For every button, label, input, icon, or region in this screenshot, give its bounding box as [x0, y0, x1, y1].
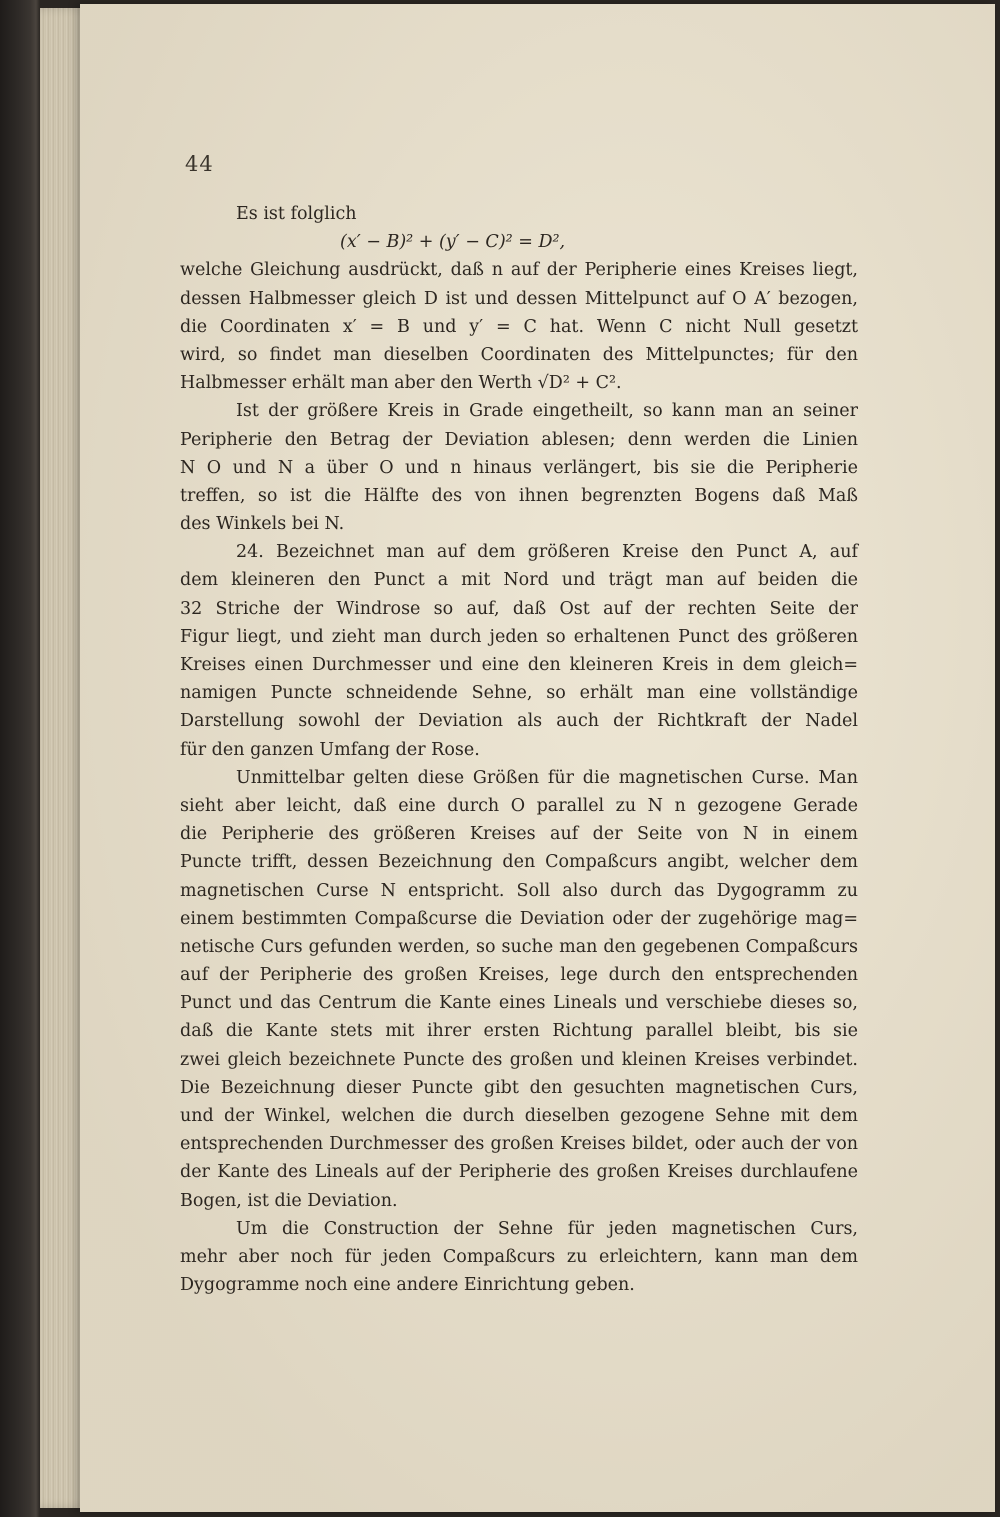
text-line: (x′ − B)² + (y′ − C)² = D²,: [340, 232, 566, 253]
text-line: Halbmesser erhält man aber den Werth √D² + C².: [180, 373, 622, 394]
text-line: dem kleineren den Punct a mit Nord und trägt man auf beiden die: [180, 570, 858, 591]
text-line: einem bestimmten Compaßcurse die Deviation oder der zugehörige mag=: [180, 908, 858, 929]
text-line: magnetischen Curse N entspricht. Soll also durch das Dygogramm zu: [180, 880, 858, 901]
text-line: welche Gleichung ausdrückt, daß n auf der Peripherie eines Kreises liegt,: [180, 260, 858, 281]
text-line: des Winkels bei N.: [180, 514, 345, 535]
text-line: für den ganzen Umfang der Rose.: [180, 739, 480, 760]
text-line: 32 Striche der Windrose so auf, daß Ost auf der rechten Seite der: [180, 598, 858, 619]
text-line: daß die Kante stets mit ihrer ersten Richtung parallel bleibt, bis sie: [180, 1021, 858, 1042]
text-line: mehr aber noch für jeden Compaßcurs zu erleichtern, kann man dem: [180, 1246, 858, 1267]
text-line: namigen Puncte schneidende Sehne, so erhält man eine vollständige: [180, 683, 858, 704]
text-line: sieht aber leicht, daß eine durch O parallel zu N n gezogene Gerade: [180, 795, 858, 816]
text-line: Punct und das Centrum die Kante eines Lineals und verschiebe dieses so,: [180, 993, 858, 1014]
text-line: und der Winkel, welchen die durch dieselben gezogene Sehne mit dem: [180, 1106, 858, 1126]
text-line: Es ist folglich: [236, 204, 357, 224]
text-line: Darstellung sowohl der Deviation als auch der Richtkraft der Nadel: [180, 711, 858, 732]
text-line: Puncte trifft, dessen Bezeichnung den Compaßcurs angibt, welcher dem: [180, 852, 858, 873]
text-line: zwei gleich bezeichnete Puncte des großen und kleinen Kreises verbindet.: [180, 1049, 858, 1070]
text-line: Kreises einen Durchmesser und eine den kleineren Kreis in dem gleich=: [180, 655, 858, 675]
text-line: die Coordinaten x′ = B und y′ = C hat. Wenn C nicht Null gesetzt: [180, 316, 858, 337]
text-line: Unmittelbar gelten diese Größen für die magnetischen Curse. Man: [236, 767, 858, 788]
text-line: N O und N a über O und n hinaus verlängert, bis sie die Peripherie: [180, 457, 858, 478]
text-line: dessen Halbmesser gleich D ist und dessen Mittelpunct auf O A′ bezogen,: [180, 288, 858, 309]
text-line: entsprechenden Durchmesser des großen Kreises bildet, oder auch der von: [180, 1134, 858, 1155]
text-line: Bogen, ist die Deviation.: [180, 1190, 398, 1211]
text-line: netische Curs gefunden werden, so suche man den gegebenen Compaßcurs: [180, 936, 858, 957]
text-line: Die Bezeichnung dieser Puncte gibt den gesuchten magnetischen Curs,: [180, 1077, 858, 1098]
text-line: Um die Construction der Sehne für jeden magnetischen Curs,: [236, 1218, 858, 1239]
text-line: Dygogramme noch eine andere Einrichtung geben.: [180, 1275, 635, 1296]
text-line: der Kante des Lineals auf der Peripherie des großen Kreises durchlaufene: [180, 1162, 858, 1183]
text-line: wird, so findet man dieselben Coordinaten des Mittelpunctes; für den: [180, 344, 858, 365]
text-line: treffen, so ist die Hälfte des von ihnen begrenzten Bogens daß Maß: [180, 485, 858, 506]
body-text: [180, 200, 858, 1299]
text-line: auf der Peripherie des großen Kreises, lege durch den entsprechenden: [180, 965, 858, 986]
text-line: Ist der größere Kreis in Grade eingetheilt, so kann man an seiner: [236, 401, 858, 422]
text-line: die Peripherie des größeren Kreises auf der Seite von N in einem: [180, 824, 858, 845]
page-number: 44: [185, 152, 214, 176]
text-line: 24. Bezeichnet man auf dem größeren Kreise den Punct A, auf: [236, 542, 858, 563]
text-line: Peripherie den Betrag der Deviation ablesen; denn werden die Linien: [180, 429, 858, 450]
text-line: Figur liegt, und zieht man durch jeden so erhaltenen Punct des größeren: [180, 626, 858, 647]
